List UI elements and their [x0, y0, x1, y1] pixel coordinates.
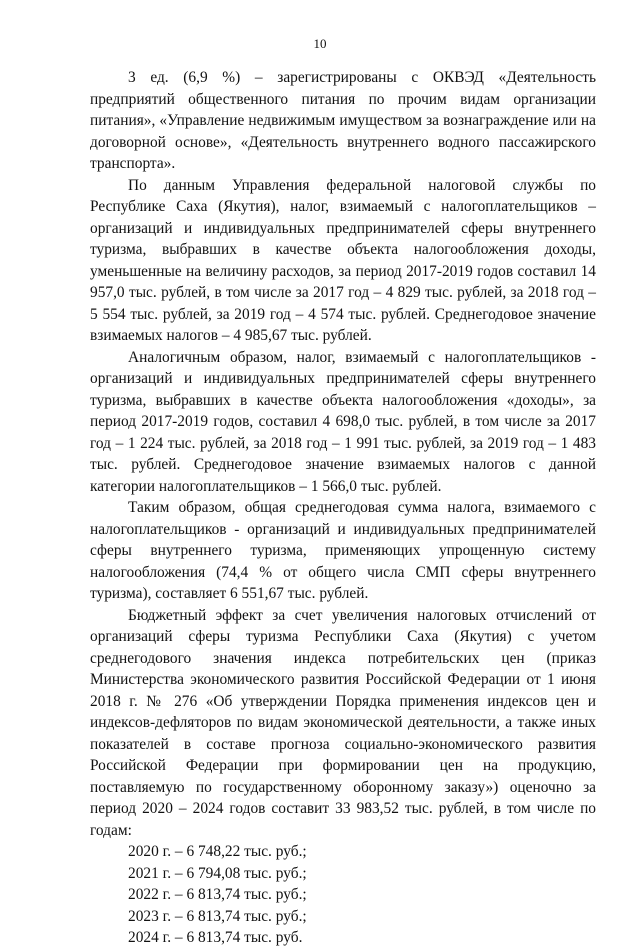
paragraph-okved-registrations: 3 ед. (6,9 %) – зарегистрированы с ОКВЭД «Деятельность предприятий общественного питания по прочим видам организации питания», «Управление недвижимым имуществом за вознаграждение или на договорной основе», «Деятельность внутреннего водного пассажирского транспорта». [90, 69, 596, 172]
paragraph-budget-effect: Бюджетный эффект за счет увеличения налоговых отчислений от организаций сферы туризма Республики Саха (Якутия) с учетом среднегодового значения индекса потребительских цен (приказ Министерства экономического развития Российской Федерации от 1 июня 2018 г. № 276 «Об утверждении Порядка применения индексов цен и индексов-дефляторов по видам экономической деятельности, а также иных показателей в составе прогноза социально-экономического развития Российской Федерации при формировании цен на продукцию, поставляемую по государственному оборонному заказу») оценочно за период 2020 – 2024 годов составит 33 983,52 тыс. рублей, в том числе по годам: [90, 606, 596, 839]
yearly-effect-item-2024: 2024 г. – 6 813,74 тыс. руб. [128, 929, 303, 946]
yearly-effect-item-2020: 2020 г. – 6 748,22 тыс. руб.; [128, 843, 307, 860]
paragraph-total-average-tax: Таким образом, общая среднегодовая сумма налога, взимаемого с налогоплательщиков - организаций и индивидуальных предпринимателей сферы внутреннего туризма, применяющих упрощенную систему налогообложения (74,4 % от общего числа СМП сферы внутреннего туризма), составляет 6 551,67 тыс. рублей. [90, 499, 596, 602]
yearly-effect-item-2021: 2021 г. – 6 794,08 тыс. руб.; [128, 864, 307, 882]
paragraph-tax-income: Аналогичным образом, налог, взимаемый с налогоплательщиков - организаций и индивидуальных предпринимателей сферы внутреннего туризма, выбравших в качестве объекта налогообложения «доходы», за период 2017-2019 годов, составил 4 698,0 тыс. рублей, в том числе за 2017 год – 1 224 тыс. рублей, за 2018 год – 1 991 тыс. рублей, за 2019 год – 1 483 тыс. рублей. Среднегодовое значение взимаемых налогов с данной категории налогоплательщиков – 1 566,0 тыс. рублей. [90, 348, 596, 495]
document-body [90, 67, 596, 949]
yearly-effect-item-2023: 2023 г. – 6 813,74 тыс. руб.; [128, 907, 307, 925]
yearly-effect-list [90, 841, 596, 949]
yearly-effect-item-2022: 2022 г. – 6 813,74 тыс. руб.; [128, 886, 307, 903]
page-number: 10 [313, 36, 327, 51]
paragraph-tax-income-minus-expenses: По данным Управления федеральной налоговой службы по Республике Саха (Якутия), налог, взимаемый с налогоплательщиков – организаций и индивидуальных предпринимателей сферы внутреннего туризма, выбравших в качестве объекта налогообложения доходы, уменьшенные на величину расходов, за период 2017-2019 годов составил 14 957,0 тыс. рублей, в том числе за 2017 год – 4 829 тыс. рублей, за 2018 год – 5 554 тыс. рублей, за 2019 год – 4 574 тыс. рублей. Среднегодовое значение взимаемых налогов – 4 985,67 тыс. рублей. [90, 176, 596, 344]
